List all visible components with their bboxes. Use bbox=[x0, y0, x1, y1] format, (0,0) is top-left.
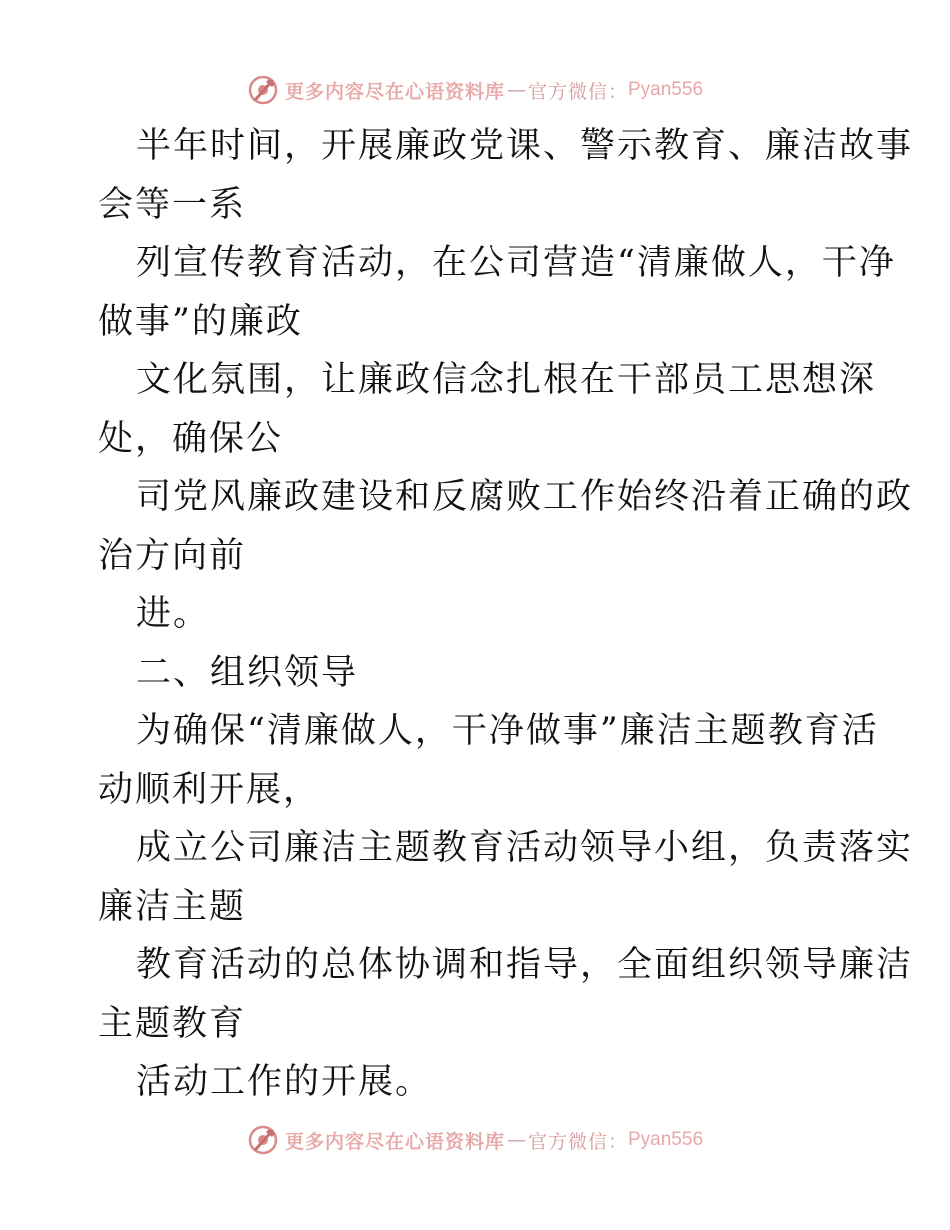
text-line: 成立公司廉洁主题教育活动领导小组，负责落实 bbox=[136, 828, 914, 868]
banner-main-text: 更多内容尽在心语资料库 bbox=[284, 80, 505, 103]
footer-watermark-banner bbox=[0, 1120, 950, 1160]
banner-wechat-id: Pyan556 bbox=[628, 79, 704, 100]
text-line: 二、组织领导 bbox=[136, 652, 359, 693]
text-line: 司党风廉政建设和反腐败工作始终沿着正确的政 bbox=[136, 477, 914, 517]
document-body bbox=[98, 117, 914, 1112]
banner-wechat-label: 官方微信： bbox=[527, 80, 628, 103]
pen-logo-icon bbox=[247, 74, 279, 106]
text-line: 为确保“清廉做人，干净做事”廉洁主题教育活 bbox=[136, 711, 879, 751]
pen-logo-icon bbox=[247, 1124, 279, 1156]
text-line: 做事”的廉政 bbox=[98, 301, 303, 342]
banner-wechat-id: Pyan556 bbox=[628, 1129, 704, 1150]
banner-separator: — bbox=[506, 79, 526, 101]
text-line: 文化氛围，让廉政信念扎根在干部员工思想深 bbox=[136, 360, 877, 400]
text-line: 主题教育 bbox=[98, 1003, 247, 1044]
header-watermark-banner bbox=[0, 70, 950, 110]
text-line: 教育活动的总体协调和指导，全面组织领导廉洁 bbox=[136, 945, 914, 985]
text-line: 处，确保公 bbox=[98, 418, 284, 459]
banner-main-text: 更多内容尽在心语资料库 bbox=[284, 1130, 505, 1153]
text-line: 进。 bbox=[136, 594, 211, 634]
text-line: 廉洁主题 bbox=[98, 886, 247, 927]
text-line: 半年时间，开展廉政党课、警示教育、廉洁故事 bbox=[136, 126, 914, 166]
banner-wechat-label: 官方微信： bbox=[527, 1130, 628, 1153]
text-line: 治方向前 bbox=[98, 535, 247, 576]
text-line: 动顺利开展， bbox=[98, 769, 321, 810]
text-line: 列宣传教育活动，在公司营造“清廉做人，干净 bbox=[136, 243, 896, 283]
banner-separator: — bbox=[506, 1129, 526, 1151]
text-line: 会等一系 bbox=[98, 184, 247, 225]
text-line: 活动工作的开展。 bbox=[136, 1062, 433, 1102]
